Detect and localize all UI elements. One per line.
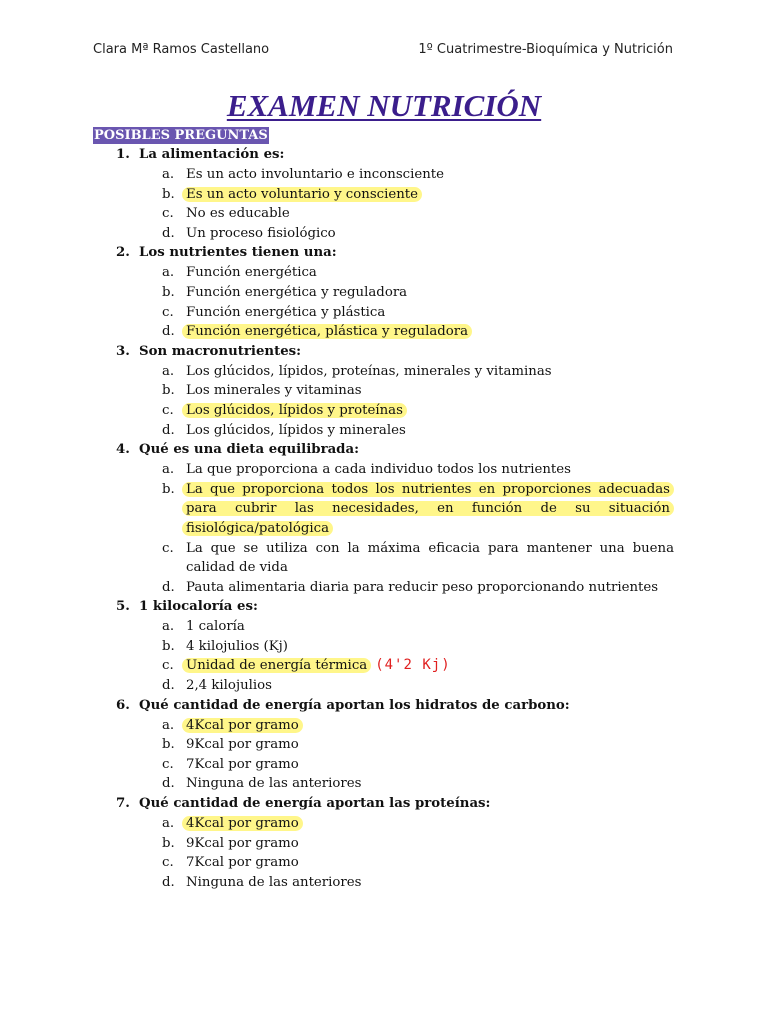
option-text: Ninguna de las anteriores bbox=[186, 874, 362, 890]
option-5a bbox=[0, 617, 768, 637]
option-1a bbox=[0, 165, 768, 185]
question-list bbox=[0, 145, 768, 892]
option-letter: a. bbox=[162, 717, 175, 733]
option-6a bbox=[0, 716, 768, 736]
option-letter: d. bbox=[162, 225, 175, 241]
highlighted-answer: Función energética, plástica y reguladora bbox=[182, 324, 472, 339]
option-1b bbox=[0, 185, 768, 205]
option-4b bbox=[0, 480, 768, 539]
document-title: EXAMEN NUTRICIÓN bbox=[226, 88, 542, 123]
option-text: Pauta alimentaria diaria para reducir peso proporcionando nutrientes bbox=[186, 579, 659, 595]
option-2d bbox=[0, 322, 768, 342]
option-letter: b. bbox=[162, 383, 175, 399]
question-4 bbox=[0, 440, 768, 460]
option-6b bbox=[0, 735, 768, 755]
option-letter: b. bbox=[162, 186, 175, 202]
option-text: 7Kcal por gramo bbox=[186, 756, 299, 772]
option-text: Función energética y plástica bbox=[186, 304, 386, 320]
option-3a bbox=[0, 362, 768, 382]
option-letter: b. bbox=[162, 638, 175, 654]
option-text: Función energética y reguladora bbox=[186, 284, 408, 300]
option-letter: c. bbox=[162, 402, 174, 418]
option-letter: b. bbox=[162, 737, 175, 753]
option-letter: d. bbox=[162, 579, 175, 595]
section-label: POSIBLES PREGUNTAS bbox=[94, 128, 268, 143]
option-letter: c. bbox=[162, 304, 174, 320]
question-2 bbox=[0, 243, 768, 263]
page-header bbox=[93, 42, 673, 57]
course-name: 1º Cuatrimestre-Bioquímica y Nutrición bbox=[418, 42, 673, 57]
option-letter: d. bbox=[162, 874, 175, 890]
option-3d bbox=[0, 421, 768, 441]
highlighted-answer: Es un acto voluntario y consciente bbox=[182, 187, 422, 202]
option-letter: d. bbox=[162, 776, 175, 792]
question-5 bbox=[0, 597, 768, 617]
question-text: Los nutrientes tienen una: bbox=[139, 245, 337, 261]
question-number: 7. bbox=[116, 796, 130, 812]
question-number: 2. bbox=[116, 245, 130, 261]
option-text: 1 caloría bbox=[186, 619, 245, 635]
option-2a bbox=[0, 263, 768, 283]
author-name: Clara Mª Ramos Castellano bbox=[93, 42, 270, 57]
option-letter: d. bbox=[162, 678, 175, 694]
option-3c bbox=[0, 401, 768, 421]
option-6c bbox=[0, 755, 768, 775]
option-letter: c. bbox=[162, 855, 174, 871]
option-7b bbox=[0, 834, 768, 854]
option-1d bbox=[0, 224, 768, 244]
option-text: Los glúcidos, lípidos, proteínas, minerales y vitaminas bbox=[186, 363, 552, 379]
question-number: 4. bbox=[116, 442, 130, 458]
option-7a bbox=[0, 814, 768, 834]
question-text: Qué cantidad de energía aportan las proteínas: bbox=[139, 796, 491, 812]
option-5d bbox=[0, 676, 768, 696]
option-3b bbox=[0, 381, 768, 401]
question-text: Son macronutrientes: bbox=[139, 343, 302, 359]
option-text: Ninguna de las anteriores bbox=[186, 776, 362, 792]
option-text: 4 kilojulios (Kj) bbox=[186, 638, 288, 654]
question-number: 5. bbox=[116, 599, 130, 615]
question-3 bbox=[0, 342, 768, 362]
option-text: La que proporciona a cada individuo todos los nutrientes bbox=[186, 462, 571, 478]
option-text: 7Kcal por gramo bbox=[186, 855, 299, 871]
highlighted-answer: Los glúcidos, lípidos y proteínas bbox=[182, 403, 407, 418]
option-1c bbox=[0, 204, 768, 224]
option-4a bbox=[0, 460, 768, 480]
option-letter: c. bbox=[162, 658, 174, 674]
option-text: La que se utiliza con la máxima eficacia para mantener una buena calidad de vida bbox=[186, 540, 674, 576]
option-5c bbox=[0, 656, 768, 676]
option-7d bbox=[0, 873, 768, 893]
option-7c bbox=[0, 853, 768, 873]
question-number: 3. bbox=[116, 343, 130, 359]
option-letter: b. bbox=[162, 835, 175, 851]
option-letter: a. bbox=[162, 363, 175, 379]
option-letter: a. bbox=[162, 619, 175, 635]
option-letter: d. bbox=[162, 422, 175, 438]
option-text: 2,4 kilojulios bbox=[186, 678, 272, 694]
question-number: 1. bbox=[116, 147, 130, 162]
question-6 bbox=[0, 696, 768, 716]
option-letter: a. bbox=[162, 167, 175, 182]
option-text: No es educable bbox=[186, 206, 290, 222]
option-6d bbox=[0, 774, 768, 794]
option-text: Es un acto involuntario e inconsciente bbox=[186, 167, 444, 182]
option-letter: c. bbox=[162, 540, 174, 556]
question-text: 1 kilocaloría es: bbox=[139, 599, 258, 615]
option-4c bbox=[0, 539, 768, 578]
question-7 bbox=[0, 794, 768, 814]
highlighted-answer: 4Kcal por gramo bbox=[182, 718, 303, 733]
highlighted-answer: 4Kcal por gramo bbox=[182, 816, 303, 831]
option-letter: a. bbox=[162, 816, 175, 832]
option-letter: a. bbox=[162, 265, 175, 281]
option-2b bbox=[0, 283, 768, 303]
option-text: 9Kcal por gramo bbox=[186, 737, 299, 753]
option-letter: c. bbox=[162, 206, 174, 222]
option-letter: d. bbox=[162, 324, 175, 340]
option-4d bbox=[0, 578, 768, 598]
option-letter: b. bbox=[162, 481, 175, 497]
handwritten-note: (4'2 Kj) bbox=[375, 657, 451, 674]
option-letter: c. bbox=[162, 756, 174, 772]
option-letter: b. bbox=[162, 284, 175, 300]
option-2c bbox=[0, 303, 768, 323]
highlighted-answer: Unidad de energía térmica bbox=[182, 658, 371, 673]
option-text: Los glúcidos, lípidos y minerales bbox=[186, 422, 406, 438]
highlighted-answer: La que proporciona todos los nutrientes en proporciones adecuadas para cubrir las necesidades, en función de su situación fisiológica/patológica bbox=[182, 482, 674, 536]
option-text: Los minerales y vitaminas bbox=[186, 383, 362, 399]
option-text: 9Kcal por gramo bbox=[186, 835, 299, 851]
question-text: Qué es una dieta equilibrada: bbox=[139, 442, 360, 458]
option-letter: a. bbox=[162, 462, 175, 478]
question-text: La alimentación es: bbox=[139, 147, 285, 162]
question-text: Qué cantidad de energía aportan los hidratos de carbono: bbox=[139, 697, 570, 713]
question-number: 6. bbox=[116, 697, 130, 713]
option-text: Un proceso fisiológico bbox=[186, 225, 336, 241]
question-1 bbox=[0, 145, 768, 165]
option-5b bbox=[0, 637, 768, 657]
option-text: Función energética bbox=[186, 265, 317, 281]
